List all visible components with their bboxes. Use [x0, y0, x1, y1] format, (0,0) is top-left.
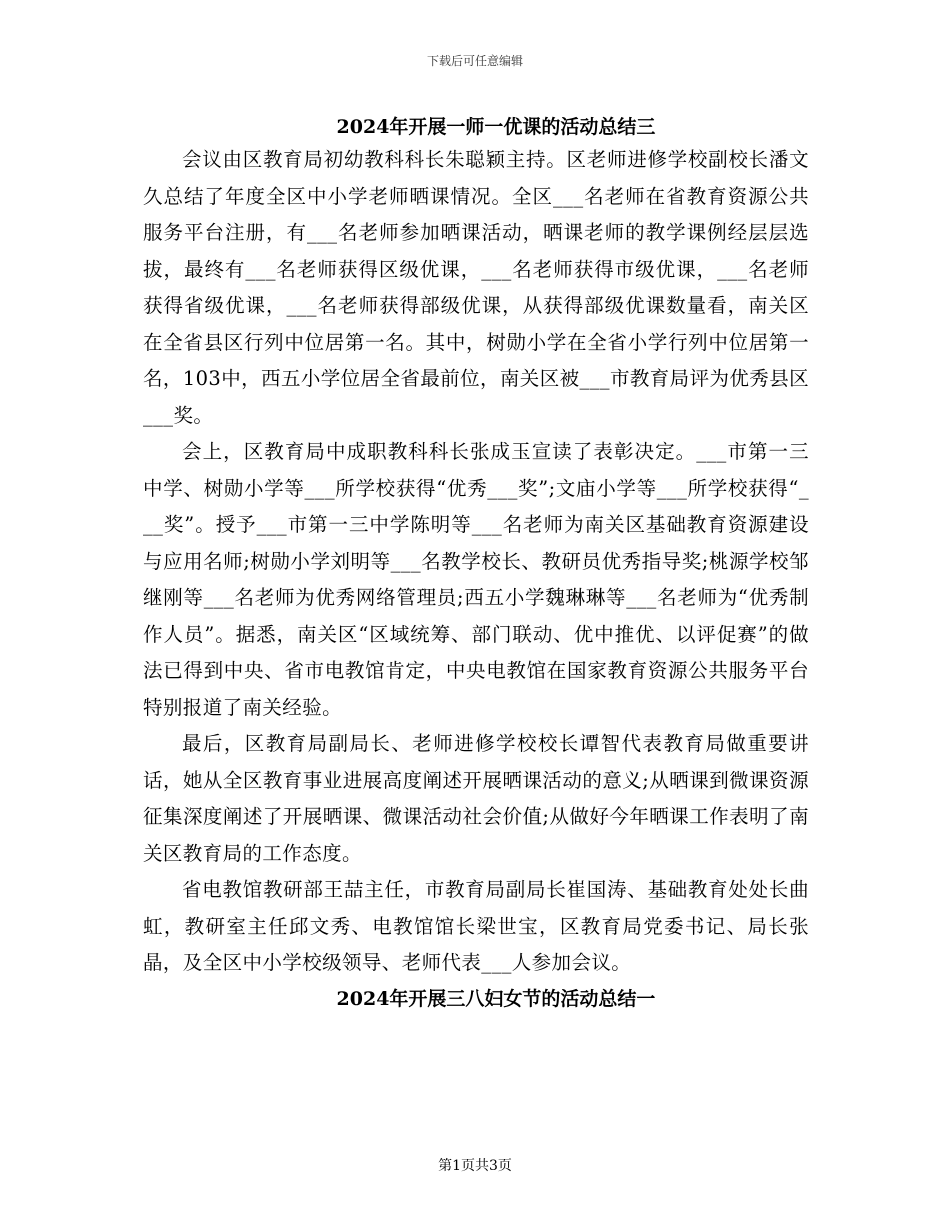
paragraph-award-announcement: 会上，区教育局中成职教科科长张成玉宣读了表彰决定。___市第一三中学、树勋小学等___所学校获得“优秀___奖”;文庙小学等___所学校获得“___奖”。授予___市第一三中学陈明等___名老师为南关区基础教育资源建设与应用名师;树勋小学刘明等___名教学校长、教研员优秀指导奖;桃源学校邹继刚等___名老师为优秀网络管理员;西五小学魏琳琳等___名老师为“优秀制作人员”。据悉，南关区“区域统筹、部门联动、优中推优、以评促赛”的做法已得到中央、省市电教馆肯定，中央电教馆在国家教育资源公共服务平台特别报道了南关经验。	[143, 440, 809, 719]
document-body	[143, 112, 809, 1014]
next-section-title: 2024年开展三八妇女节的活动总结一	[336, 987, 656, 1010]
page-footer: 第1页共3页	[438, 1158, 512, 1174]
document-title: 2024年开展一师一优课的活动总结三	[336, 116, 656, 138]
paragraph-attendees: 省电教馆教研部王喆主任，市教育局副局长崔国涛、基础教育处处长曲虹，教研室主任邱文秀、电教馆馆长梁世宝，区教育局党委书记、局长张晶，及全区中小学校级领导、老师代表___人参加会议。	[143, 878, 809, 974]
paragraph-closing-speech: 最后，区教育局副局长、老师进修学校校长谭智代表教育局做重要讲话，她从全区教育事业进展高度阐述开展晒课活动的意义;从晒课到微课资源征集深度阐述了开展晒课、微课活动社会价值;从做好今年晒课工作表明了南关区教育局的工作态度。	[143, 732, 809, 865]
page-header: 下载后可任意编辑	[426, 54, 523, 68]
paragraph-meeting-summary: 会议由区教育局初幼教科科长朱聪颖主持。区老师进修学校副校长潘文久总结了年度全区中小学老师晒课情况。全区___名老师在省教育资源公共服务平台注册，有___名老师参加晒课活动，晒课老师的教学课例经层层选拔，最终有___名老师获得区级优课，___名老师获得市级优课，___名老师获得省级优课，___名老师获得部级优课，从获得部级优课数量看，南关区在全省县区行列中位居第一名。其中，树勋小学在全省小学行列中位居第一名，103中，西五小学位居全省最前位，南关区被___市教育局评为优秀县区___奖。	[143, 148, 809, 427]
